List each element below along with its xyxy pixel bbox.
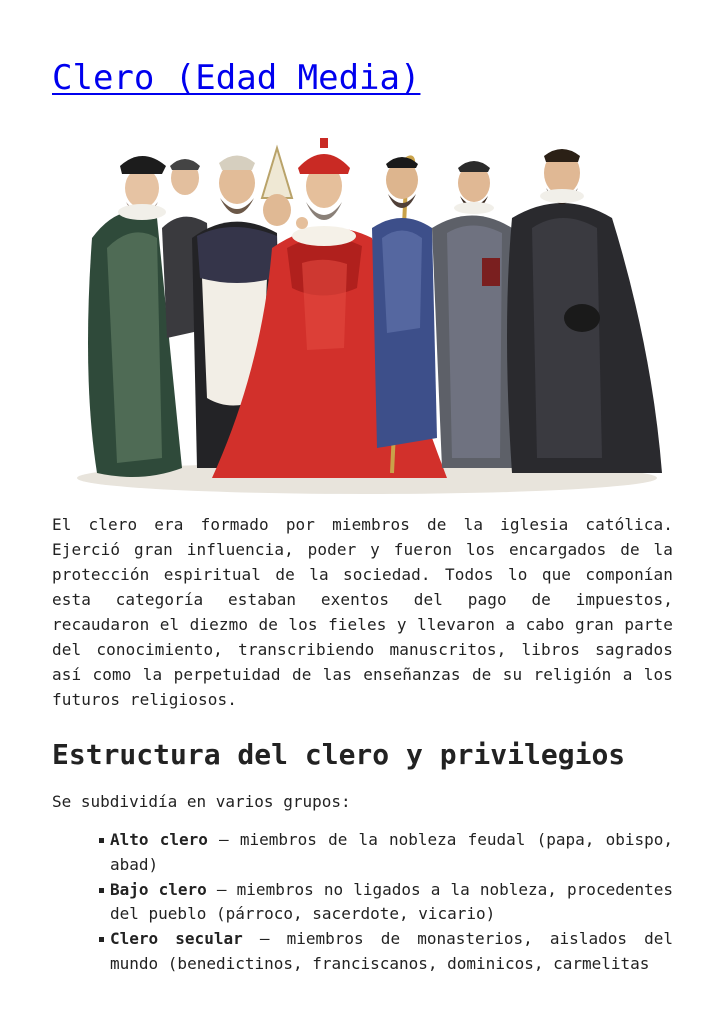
figure-gray-robe [432, 161, 517, 468]
bullet-icon [99, 937, 104, 942]
list-item-desc: – miembros de la nobleza feudal (papa, obispo, abad) [110, 830, 673, 874]
section-heading: Estructura del clero y privilegios [52, 738, 626, 771]
list-item-desc: – miembros de monasterios, aislados del mundo (benedictinos, franciscanos, dominicos, carmelitas [110, 929, 674, 973]
clergy-groups-list [52, 828, 673, 976]
figure-mitre [262, 148, 292, 226]
bullet-icon [99, 888, 104, 893]
clergy-illustration [62, 128, 673, 500]
list-item [110, 878, 673, 927]
intro-paragraph: El clero era formado por miembros de la iglesia católica. Ejerció gran influencia, poder y fueron los encargados de la protección espiritual de la sociedad. Todos lo que componían esta categoría estaban exentos del pago de impuestos, recaudaron el diezmo de los fieles y llevaron a cabo gran parte del conocimiento, transcribiendo manuscritos, libros sagrados así como la perpetuidad de las enseñanzas de su religión a los futuros religiosos. [52, 515, 673, 709]
list-item-term: Clero secular [110, 929, 243, 948]
clergy-illustration-svg [62, 128, 673, 500]
title-link[interactable]: Clero (Edad Media) [52, 58, 421, 98]
figure-right-black [507, 149, 662, 473]
list-item-term: Alto clero [110, 830, 208, 849]
list-item-term: Bajo clero [110, 879, 207, 899]
section-intro: Se subdividía en varios grupos: [52, 792, 351, 811]
bullet-icon [99, 838, 104, 843]
list-item [110, 927, 673, 976]
article [52, 0, 673, 977]
page-title [52, 58, 673, 98]
list-item [110, 828, 673, 877]
list-item-desc: – miembros no ligados a la nobleza, procedentes del pueblo (párroco, sacerdote, vicario) [110, 879, 674, 923]
